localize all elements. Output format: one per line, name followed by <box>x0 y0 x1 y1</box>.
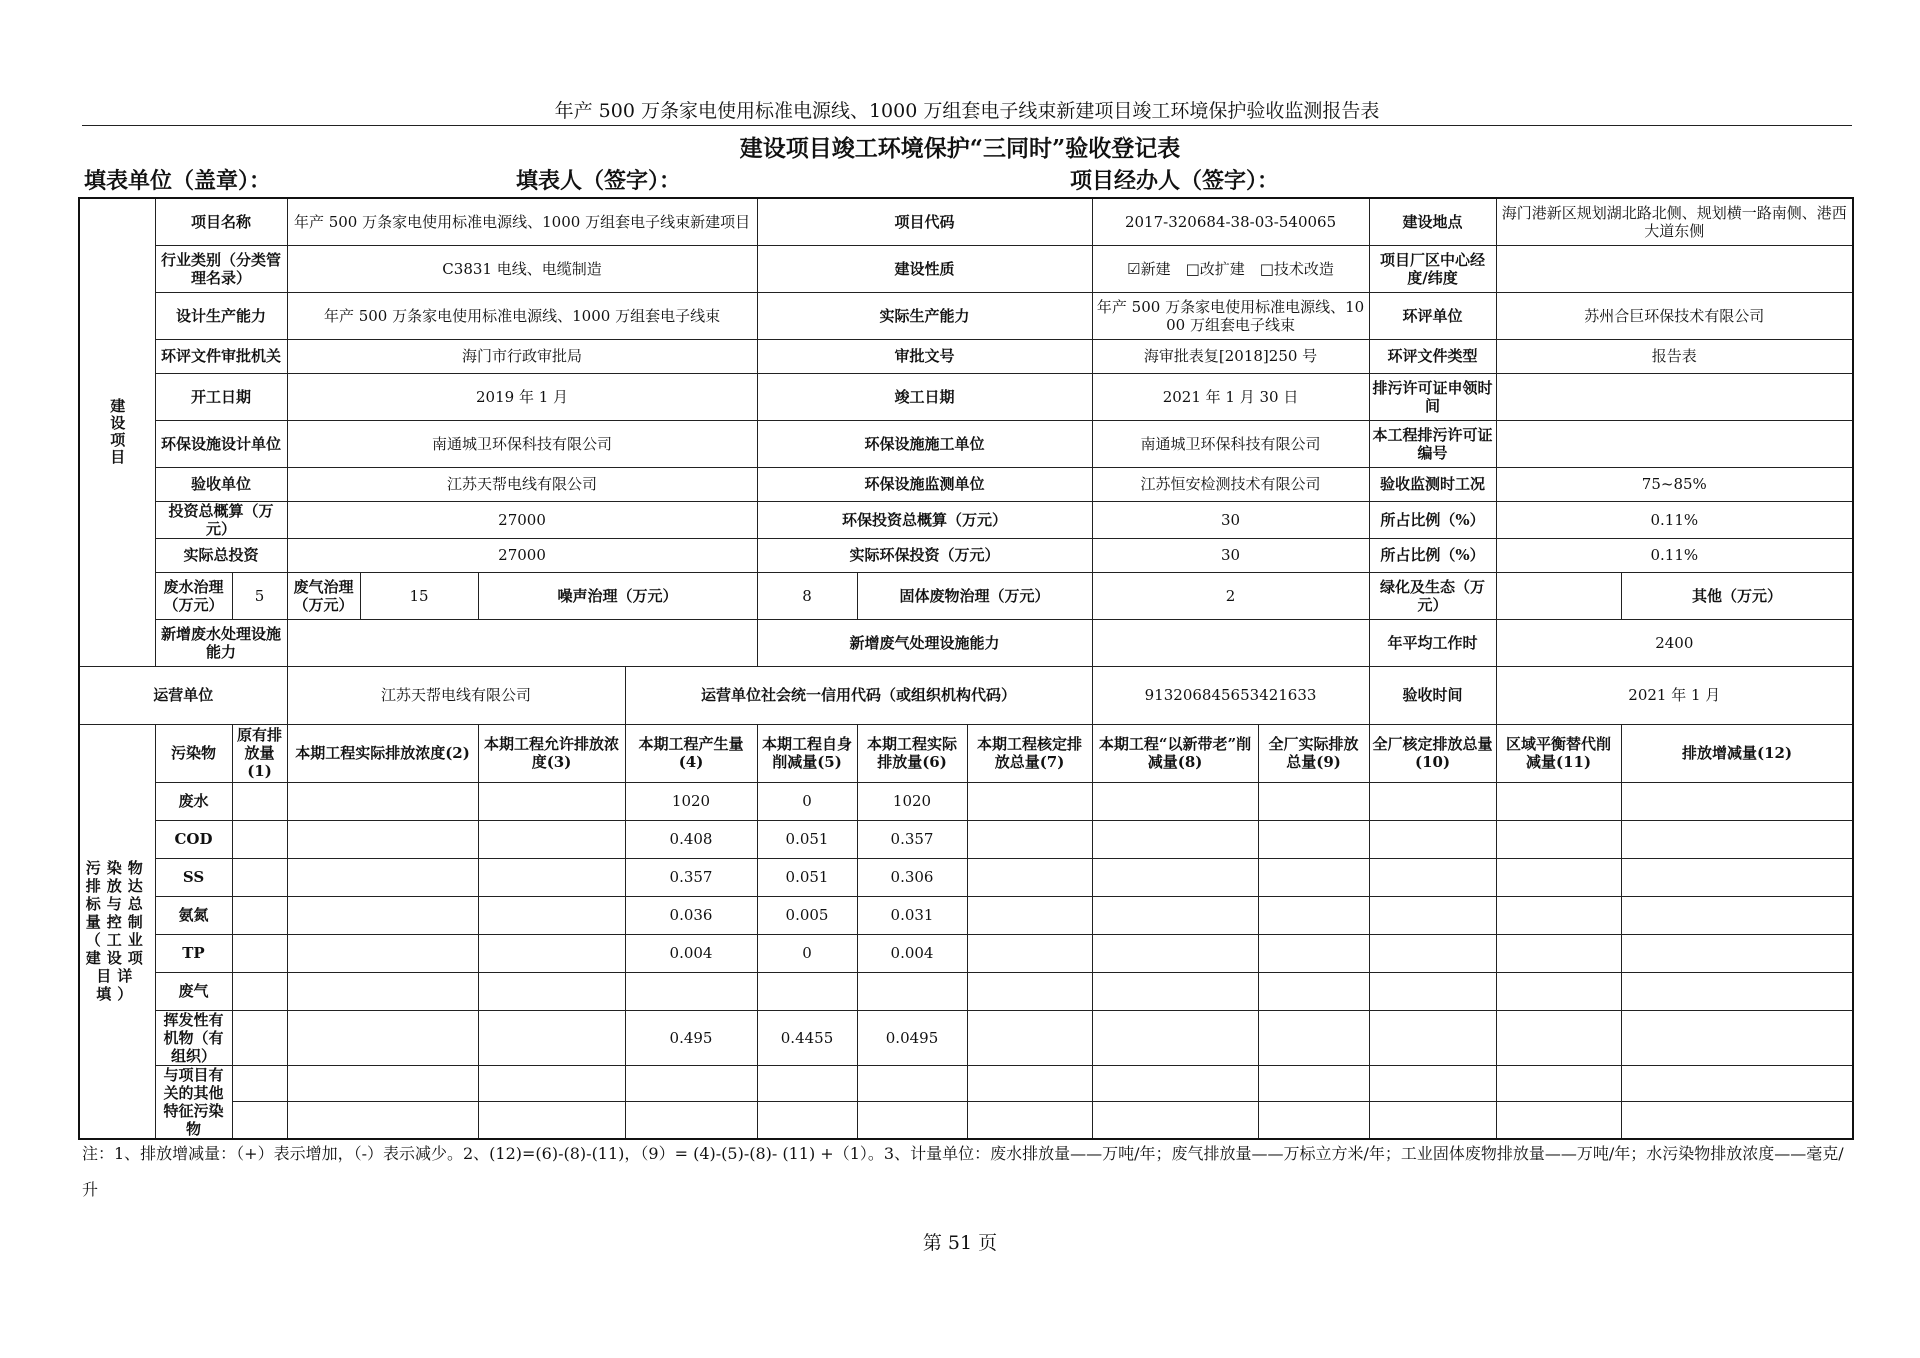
pollutant-section-label: 污染物排放达标与总量控制（工业建设项目详填） <box>79 724 155 1139</box>
table-cell <box>967 972 1092 1010</box>
table-cell: 0.408 <box>625 820 757 858</box>
green-cost-value <box>1496 572 1621 619</box>
credit-code-value: 913206845653421633 <box>1092 666 1369 724</box>
table-cell <box>1496 782 1621 820</box>
start-date-label: 开工日期 <box>155 373 287 420</box>
table-cell <box>1621 782 1853 820</box>
pollutant-header: 本期工程自身削减量(5) <box>757 724 857 782</box>
table-cell <box>1496 972 1621 1010</box>
monitor-condition-value: 75~85% <box>1496 467 1853 501</box>
table-cell <box>1369 820 1496 858</box>
new-wastewater-capacity-label: 新增废水处理设施能力 <box>155 619 287 666</box>
table-cell <box>478 1010 625 1065</box>
table-cell <box>287 934 478 972</box>
table-cell <box>1258 934 1369 972</box>
facility-design-label: 环保设施设计单位 <box>155 420 287 467</box>
operator-label: 运营单位 <box>79 666 287 724</box>
footnote: 注：1、排放增减量：（+）表示增加，（-）表示减少。2、(12)=(6)-(8)-(11)，（9）= (4)-(5)-(8)- (11) +（1）。3、计量单位：废水排放量——万吨/年；废气排放量——万标立方米/年；工业固体废物排放量——万吨/年；水污染物排放浓度——毫克/升 <box>82 1144 1844 1199</box>
noise-cost-label: 噪声治理（万元） <box>478 572 757 619</box>
nature-value: ☑新建 □改扩建 □技术改造 <box>1092 245 1369 292</box>
table-cell <box>232 1010 287 1065</box>
table-row <box>79 782 1853 820</box>
header-rule <box>82 125 1852 126</box>
table-cell <box>1092 858 1258 896</box>
table-cell <box>232 934 287 972</box>
table-cell <box>1369 896 1496 934</box>
table-cell <box>232 782 287 820</box>
table-cell <box>478 858 625 896</box>
fill-unit-label: 填表单位（盖章）： <box>84 168 272 194</box>
table-cell: 0.357 <box>857 820 967 858</box>
table-cell <box>1092 820 1258 858</box>
table-cell <box>1092 934 1258 972</box>
table-cell <box>757 972 857 1010</box>
actual-capacity-label: 实际生产能力 <box>757 292 1092 339</box>
handler-label: 项目经办人（签字）： <box>1070 168 1280 194</box>
pollutant-header: 本期工程允许排放浓度(3) <box>478 724 625 782</box>
acceptance-time-label: 验收时间 <box>1369 666 1496 724</box>
table-cell <box>1092 896 1258 934</box>
pollutant-name: TP <box>155 934 232 972</box>
permit-no-label: 本工程排污许可证编号 <box>1369 420 1496 467</box>
table-cell <box>857 972 967 1010</box>
new-gas-capacity-value <box>1092 619 1369 666</box>
table-cell <box>1496 934 1621 972</box>
table-cell <box>1258 896 1369 934</box>
wastewater-cost-value: 5 <box>232 572 287 619</box>
pollutant-header: 全厂实际排放总量(9) <box>1258 724 1369 782</box>
gas-cost-value: 15 <box>360 572 478 619</box>
table-cell <box>478 782 625 820</box>
table-cell <box>967 782 1092 820</box>
monitor-unit-value: 江苏恒安检测技术有限公司 <box>1092 467 1369 501</box>
monitor-unit-label: 环保设施监测单位 <box>757 467 1092 501</box>
table-cell: 0.051 <box>757 820 857 858</box>
start-date-value: 2019 年 1 月 <box>287 373 757 420</box>
pollutant-name: 废水 <box>155 782 232 820</box>
table-cell: 0.495 <box>625 1010 757 1065</box>
table-cell <box>1621 972 1853 1010</box>
facility-design-value: 南通城卫环保科技有限公司 <box>287 420 757 467</box>
table-cell <box>232 858 287 896</box>
table-row <box>79 972 1853 1010</box>
table-cell: 0.306 <box>857 858 967 896</box>
running-header: 年产 500 万条家电使用标准电源线、1000 万组套电子线束新建项目竣工环境保护验收监测报告表 <box>554 100 1380 122</box>
table-cell: 0.005 <box>757 896 857 934</box>
new-gas-capacity-label: 新增废气处理设施能力 <box>757 619 1092 666</box>
registration-table <box>78 197 1854 1140</box>
env-investment-estimate-value: 30 <box>1092 501 1369 538</box>
table-cell <box>967 858 1092 896</box>
project-name-label: 项目名称 <box>155 198 287 245</box>
table-cell <box>478 820 625 858</box>
operator-value: 江苏天帮电线有限公司 <box>287 666 625 724</box>
table-cell <box>1369 972 1496 1010</box>
acceptance-unit-value: 江苏天帮电线有限公司 <box>287 467 757 501</box>
pollutant-name: COD <box>155 820 232 858</box>
table-cell <box>232 972 287 1010</box>
project-name-value: 年产 500 万条家电使用标准电源线、1000 万组套电子线束新建项目 <box>287 198 757 245</box>
nature-label: 建设性质 <box>757 245 1092 292</box>
table-cell: 1020 <box>857 782 967 820</box>
table-row <box>79 934 1853 972</box>
table-cell <box>1621 934 1853 972</box>
wastewater-cost-label: 废水治理（万元） <box>155 572 232 619</box>
table-cell <box>478 972 625 1010</box>
actual-capacity-value: 年产 500 万条家电使用标准电源线、1000 万组套电子线束 <box>1092 292 1369 339</box>
solid-cost-label: 固体废物治理（万元） <box>857 572 1092 619</box>
facility-build-value: 南通城卫环保科技有限公司 <box>1092 420 1369 467</box>
pollutant-name: 废气 <box>155 972 232 1010</box>
pollutant-header: 本期工程产生量(4) <box>625 724 757 782</box>
table-cell: 0.031 <box>857 896 967 934</box>
finish-date-value: 2021 年 1 月 30 日 <box>1092 373 1369 420</box>
table-cell: 0.004 <box>857 934 967 972</box>
design-capacity-value: 年产 500 万条家电使用标准电源线、1000 万组套电子线束 <box>287 292 757 339</box>
eia-type-label: 环评文件类型 <box>1369 339 1496 373</box>
table-cell <box>967 820 1092 858</box>
project-code-value: 2017-320684-38-03-540065 <box>1092 198 1369 245</box>
table-cell <box>1496 896 1621 934</box>
table-cell <box>625 972 757 1010</box>
table-cell <box>478 934 625 972</box>
ratio-label-1: 所占比例（%） <box>1369 501 1496 538</box>
pollutant-name: SS <box>155 858 232 896</box>
table-cell <box>1369 1010 1496 1065</box>
document-title: 建设项目竣工环境保护“三同时”验收登记表 <box>739 135 1181 162</box>
table-row <box>79 1102 1853 1139</box>
table-cell: 0.4455 <box>757 1010 857 1065</box>
actual-investment-label: 实际总投资 <box>155 538 287 572</box>
section-project-label: 建设项目 <box>79 198 155 666</box>
approval-no-value: 海审批表复[2018]250 号 <box>1092 339 1369 373</box>
table-cell <box>1496 858 1621 896</box>
table-cell <box>1092 1010 1258 1065</box>
table-cell: 0.004 <box>625 934 757 972</box>
actual-env-investment-value: 30 <box>1092 538 1369 572</box>
new-wastewater-capacity-value <box>287 619 757 666</box>
pollutant-header: 本期工程“以新带老”削减量(8) <box>1092 724 1258 782</box>
table-cell <box>967 1010 1092 1065</box>
site-label: 建设地点 <box>1369 198 1496 245</box>
table-row <box>79 1065 1853 1102</box>
monitor-condition-label: 验收监测时工况 <box>1369 467 1496 501</box>
table-cell <box>1369 858 1496 896</box>
pollutant-header: 排放增减量(12) <box>1621 724 1853 782</box>
table-row <box>79 1010 1853 1065</box>
table-cell <box>1258 858 1369 896</box>
ratio-value-1: 0.11% <box>1496 501 1853 538</box>
acceptance-time-value: 2021 年 1 月 <box>1496 666 1853 724</box>
table-cell: 0.036 <box>625 896 757 934</box>
investment-estimate-value: 27000 <box>287 501 757 538</box>
table-cell <box>232 896 287 934</box>
work-hours-value: 2400 <box>1496 619 1853 666</box>
table-cell <box>1621 896 1853 934</box>
table-row <box>79 896 1853 934</box>
facility-build-label: 环保设施施工单位 <box>757 420 1092 467</box>
table-cell <box>1369 782 1496 820</box>
investment-estimate-label: 投资总概算（万元） <box>155 501 287 538</box>
project-code-label: 项目代码 <box>757 198 1092 245</box>
table-cell <box>1621 858 1853 896</box>
table-cell <box>232 820 287 858</box>
pollutant-header: 区域平衡替代削减量(11) <box>1496 724 1621 782</box>
table-cell <box>1369 934 1496 972</box>
table-cell <box>287 858 478 896</box>
work-hours-label: 年平均工作时 <box>1369 619 1496 666</box>
ratio-value-2: 0.11% <box>1496 538 1853 572</box>
table-cell <box>287 896 478 934</box>
table-cell: 0.051 <box>757 858 857 896</box>
table-cell <box>1258 1010 1369 1065</box>
site-value: 海门港新区规划湖北路北侧、规划横一路南侧、港西大道东侧 <box>1496 198 1853 245</box>
other-pollutants-label: 与项目有关的其他特征污染物 <box>155 1065 232 1139</box>
table-cell <box>1258 972 1369 1010</box>
table-cell <box>1258 782 1369 820</box>
table-cell <box>287 782 478 820</box>
table-cell: 1020 <box>625 782 757 820</box>
eia-unit-value: 苏州合巨环保技术有限公司 <box>1496 292 1853 339</box>
gas-cost-label: 废气治理（万元） <box>287 572 360 619</box>
noise-cost-value: 8 <box>757 572 857 619</box>
table-cell <box>1496 1010 1621 1065</box>
pollutant-header: 本期工程实际排放量(6) <box>857 724 967 782</box>
actual-investment-value: 27000 <box>287 538 757 572</box>
green-cost-label: 绿化及生态（万元） <box>1369 572 1496 619</box>
coord-label: 项目厂区中心经度/纬度 <box>1369 245 1496 292</box>
industry-label: 行业类别（分类管理名录） <box>155 245 287 292</box>
table-cell: 0 <box>757 934 857 972</box>
approval-no-label: 审批文号 <box>757 339 1092 373</box>
table-row <box>79 820 1853 858</box>
ratio-label-2: 所占比例（%） <box>1369 538 1496 572</box>
table-cell <box>1092 782 1258 820</box>
eia-unit-label: 环评单位 <box>1369 292 1496 339</box>
table-cell <box>967 934 1092 972</box>
table-cell <box>1621 1010 1853 1065</box>
industry-value: C3831 电线、电缆制造 <box>287 245 757 292</box>
pollutant-header: 本期工程实际排放浓度(2) <box>287 724 478 782</box>
table-cell <box>287 820 478 858</box>
table-cell <box>478 896 625 934</box>
approval-org-value: 海门市行政审批局 <box>287 339 757 373</box>
pollutant-header: 污染物 <box>155 724 232 782</box>
table-cell: 0.357 <box>625 858 757 896</box>
table-row <box>79 858 1853 896</box>
pollutant-header: 原有排放量(1) <box>232 724 287 782</box>
table-cell <box>1258 820 1369 858</box>
finish-date-label: 竣工日期 <box>757 373 1092 420</box>
table-cell <box>287 1010 478 1065</box>
table-cell <box>967 896 1092 934</box>
pollutant-name: 氨氮 <box>155 896 232 934</box>
permit-date-value <box>1496 373 1853 420</box>
table-cell <box>287 972 478 1010</box>
table-cell <box>1092 972 1258 1010</box>
solid-cost-value: 2 <box>1092 572 1369 619</box>
pollutant-header: 本期工程核定排放总量(7) <box>967 724 1092 782</box>
table-cell: 0 <box>757 782 857 820</box>
permit-date-label: 排污许可证申领时间 <box>1369 373 1496 420</box>
page-number: 第 51 页 <box>922 1232 998 1254</box>
permit-no-value <box>1496 420 1853 467</box>
design-capacity-label: 设计生产能力 <box>155 292 287 339</box>
pollutant-header: 全厂核定排放总量(10) <box>1369 724 1496 782</box>
table-cell <box>1621 820 1853 858</box>
credit-code-label: 运营单位社会统一信用代码（或组织机构代码） <box>625 666 1092 724</box>
acceptance-unit-label: 验收单位 <box>155 467 287 501</box>
eia-type-value: 报告表 <box>1496 339 1853 373</box>
pollutant-name: 挥发性有机物（有组织） <box>155 1010 232 1065</box>
table-cell: 0.0495 <box>857 1010 967 1065</box>
actual-env-investment-label: 实际环保投资（万元） <box>757 538 1092 572</box>
other-cost-label: 其他（万元） <box>1621 572 1853 619</box>
coord-value <box>1496 245 1853 292</box>
filler-label: 填表人（签字）： <box>516 168 682 194</box>
table-cell <box>1496 820 1621 858</box>
approval-org-label: 环评文件审批机关 <box>155 339 287 373</box>
env-investment-estimate-label: 环保投资总概算（万元） <box>757 501 1092 538</box>
